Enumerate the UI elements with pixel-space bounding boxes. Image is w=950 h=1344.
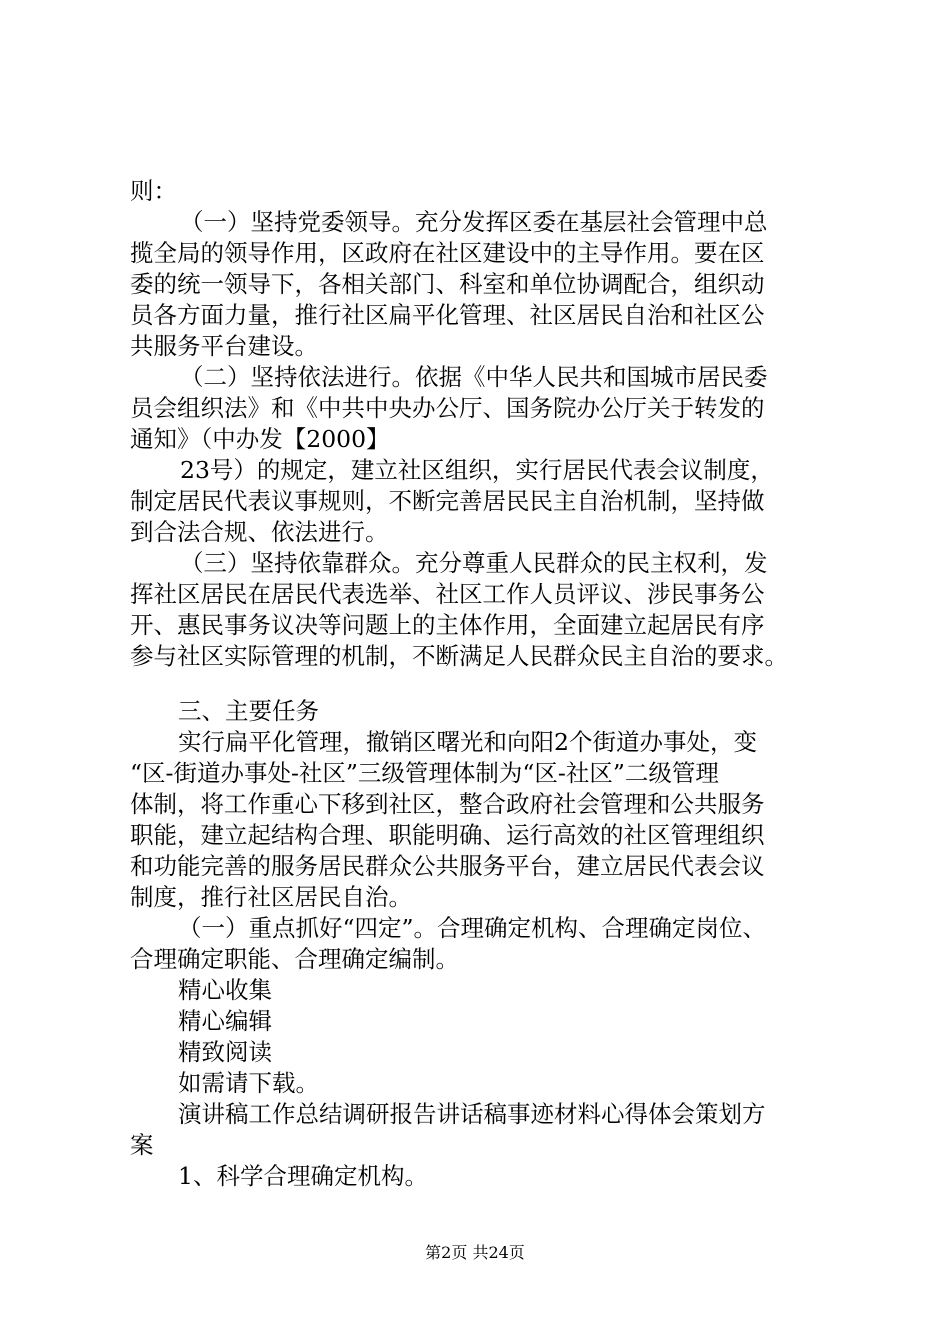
- section-heading: 三、主要任务: [178, 697, 319, 725]
- text-line-31: 案: [130, 1131, 154, 1159]
- text-line-8: 员会组织法》和《中共中央办公厅、国务院办公厅关于转发的: [130, 394, 765, 422]
- text-line-20: 体制，将工作重心下移到社区，整合政府社会管理和公共服务: [130, 790, 765, 818]
- text-line-15: 开、惠民事务议决等问题上的主体作用，全面建立起居民有序: [130, 611, 765, 639]
- text-line-7: （二）坚持依法进行。依据《中华人民共和国城市居民委: [180, 363, 768, 391]
- text-line-26: 精心收集: [178, 976, 272, 1004]
- text-line-18: 实行扁平化管理，撤销区曙光和向阳2个街道办事处，变: [178, 728, 757, 756]
- text-line-2: （一）坚持党委领导。充分发挥区委在基层社会管理中总: [180, 208, 768, 236]
- text-line-3: 揽全局的领导作用，区政府在社区建设中的主导作用。要在区: [130, 239, 765, 267]
- text-line-12: 到合法合规、依法进行。: [130, 518, 389, 546]
- text-line-11: 制定居民代表议事规则，不断完善居民民主自治机制，坚持做: [130, 487, 765, 515]
- text-line-9: 通知》（中办发【2000】: [130, 425, 390, 453]
- text-line-30: 演讲稿工作总结调研报告讲话稿事迹材料心得体会策划方: [178, 1100, 766, 1128]
- text-line-19: “区-街道办事处-社区”三级管理体制为“区-社区”二级管理: [130, 759, 719, 787]
- text-line-5: 员各方面力量，推行社区扁平化管理、社区居民自治和社区公: [130, 301, 765, 329]
- text-line-16: 参与社区实际管理的机制，不断满足人民群众民主自治的要求。: [130, 642, 788, 670]
- text-line-14: 挥社区居民在居民代表选举、社区工作人员评议、涉民事务公: [130, 580, 765, 608]
- text-line-13: （三）坚持依靠群众。充分尊重人民群众的民主权利，发: [180, 549, 768, 577]
- text-line-4: 委的统一领导下，各相关部门、科室和单位协调配合，组织动: [130, 270, 765, 298]
- text-line-21: 职能，建立起结构合理、职能明确、运行高效的社区管理组织: [130, 821, 765, 849]
- text-line-25: 合理确定职能、合理确定编制。: [130, 945, 459, 973]
- text-line-10: 23号）的规定，建立社区组织，实行居民代表会议制度，: [180, 456, 774, 484]
- text-line-27: 精心编辑: [178, 1007, 272, 1035]
- text-line-28: 精致阅读: [178, 1038, 272, 1066]
- text-line-29: 如需请下载。: [178, 1069, 319, 1097]
- text-line-32: 1、科学合理确定机构。: [178, 1162, 428, 1190]
- text-line-6: 共服务平台建设。: [130, 332, 318, 360]
- text-line-1: 则：: [130, 177, 177, 205]
- text-line-22: 和功能完善的服务居民群众公共服务平台，建立居民代表会议: [130, 852, 765, 880]
- page-number-footer: 第2页 共24页: [425, 1243, 525, 1262]
- text-line-24: （一）重点抓好“四定”。合理确定机构、合理确定岗位、: [178, 914, 767, 942]
- text-line-23: 制度，推行社区居民自治。: [130, 883, 412, 911]
